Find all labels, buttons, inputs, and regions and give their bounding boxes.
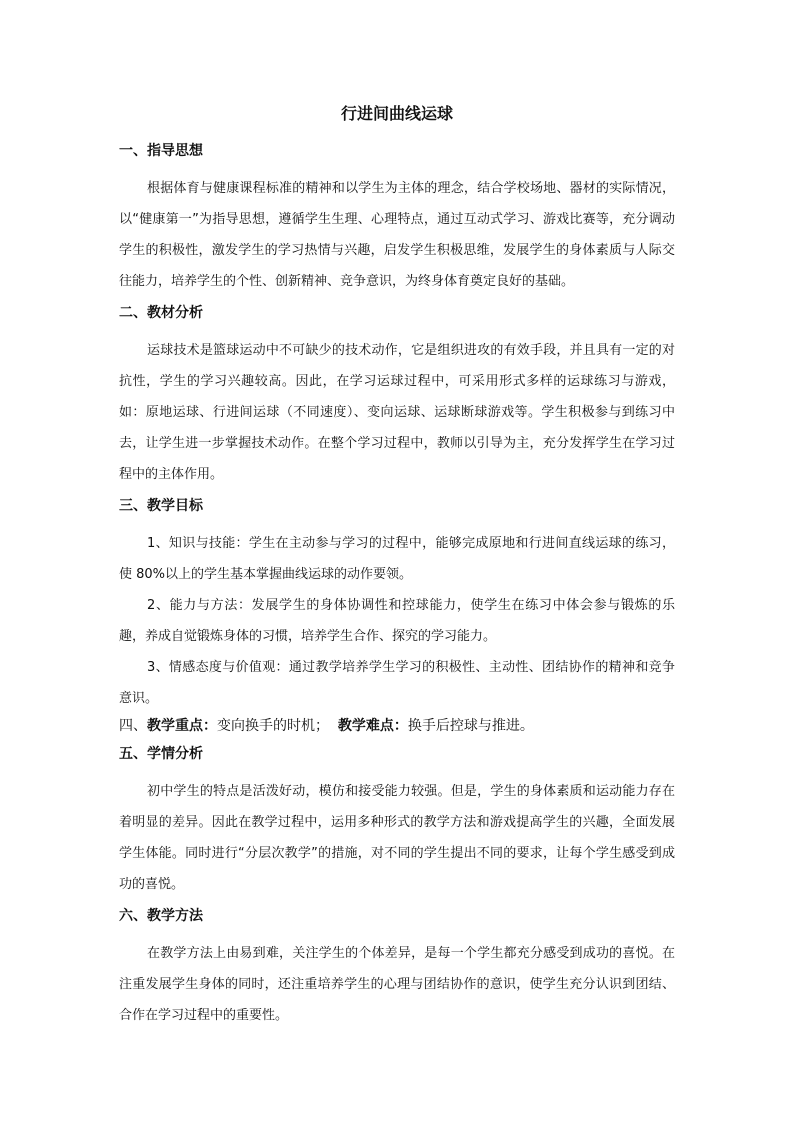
paragraph-material-analysis: 运球技术是篮球运动中不可缺少的技术动作，它是组织进攻的有效手段，并且具有一定的对抗性，学生的学习兴趣较高。因此，在学习运球过程中，可采用形式多样的运球练习与游戏，如：原地运球、行进间运球（不同速度）、变向运球、运球断球游戏等。学生积极参与到练习中去，让学生进一步掌握技术动作。在整个学习过程中，教师以引导为主，充分发挥学生在学习过程中的主体作用。 [119, 343, 675, 482]
document-title: 行进间曲线运球 [340, 104, 453, 123]
paragraph-teaching-methods: 在教学方法上由易到难，关注学生的个体差异，是每一个学生都充分感受到成功的喜悦。在注重发展学生身体的同时，还注重培养学生的心理与团结协作的意识，使学生充分认识到团结、合作在学习过程中的重要性。 [119, 946, 675, 1023]
section-heading-student-analysis: 五、学情分析 [119, 746, 203, 762]
key-point-label: 教学重点： [147, 718, 217, 734]
paragraph-goal-emotion: 3、情感态度与价值观：通过教学培养学生学习的积极性、主动性、团结协作的精神和竞争意识。 [119, 660, 675, 706]
section-heading-material-analysis: 二、教材分析 [119, 305, 203, 321]
section-heading-teaching-goals: 三、教学目标 [119, 498, 203, 514]
key-point-text: 变向换手的时机； [217, 718, 329, 734]
paragraph-goal-ability: 2、能力与方法：发展学生的身体协调性和控球能力，使学生在练习中体会参与锻炼的乐趣，养成自觉锻炼身体的习惯，培养学生合作、探究的学习能力。 [119, 598, 675, 644]
key-points-prefix: 四、 [119, 718, 147, 734]
paragraph-student-analysis: 初中学生的特点是活泼好动，模仿和接受能力较强。但是，学生的身体素质和运动能力存在着明显的差异。因此在教学过程中，运用多种形式的教学方法和游戏提高学生的兴趣，全面发展学生体能。同时进行“分层次教学”的措施，对不同的学生提出不同的要求，让每个学生感受到成功的喜悦。 [119, 784, 675, 892]
section-heading-guiding-thought: 一、指导思想 [119, 143, 203, 159]
paragraph-guiding-thought: 根据体育与健康课程标准的精神和以学生为主体的理念，结合学校场地、器材的实际情况，以“健康第一”为指导思想，遵循学生生理、心理特点，通过互动式学习、游戏比赛等，充分调动学生的积极性，激发学生的学习热情与兴趣，启发学生积极思维，发展学生的身体素质与人际交往能力，培养学生的个性、创新精神、竞争意识，为终身体育奠定良好的基础。 [119, 181, 675, 289]
paragraph-goal-knowledge: 1、知识与技能：学生在主动参与学习的过程中，能够完成原地和行进间直线运球的练习，使 80%以上的学生基本掌握曲线运球的动作要领。 [119, 536, 675, 582]
key-points-line [119, 714, 675, 738]
difficulty-label: 教学难点： [337, 718, 408, 734]
section-heading-teaching-methods: 六、教学方法 [119, 908, 203, 924]
difficulty-text: 换手后控球与推进。 [407, 718, 534, 734]
